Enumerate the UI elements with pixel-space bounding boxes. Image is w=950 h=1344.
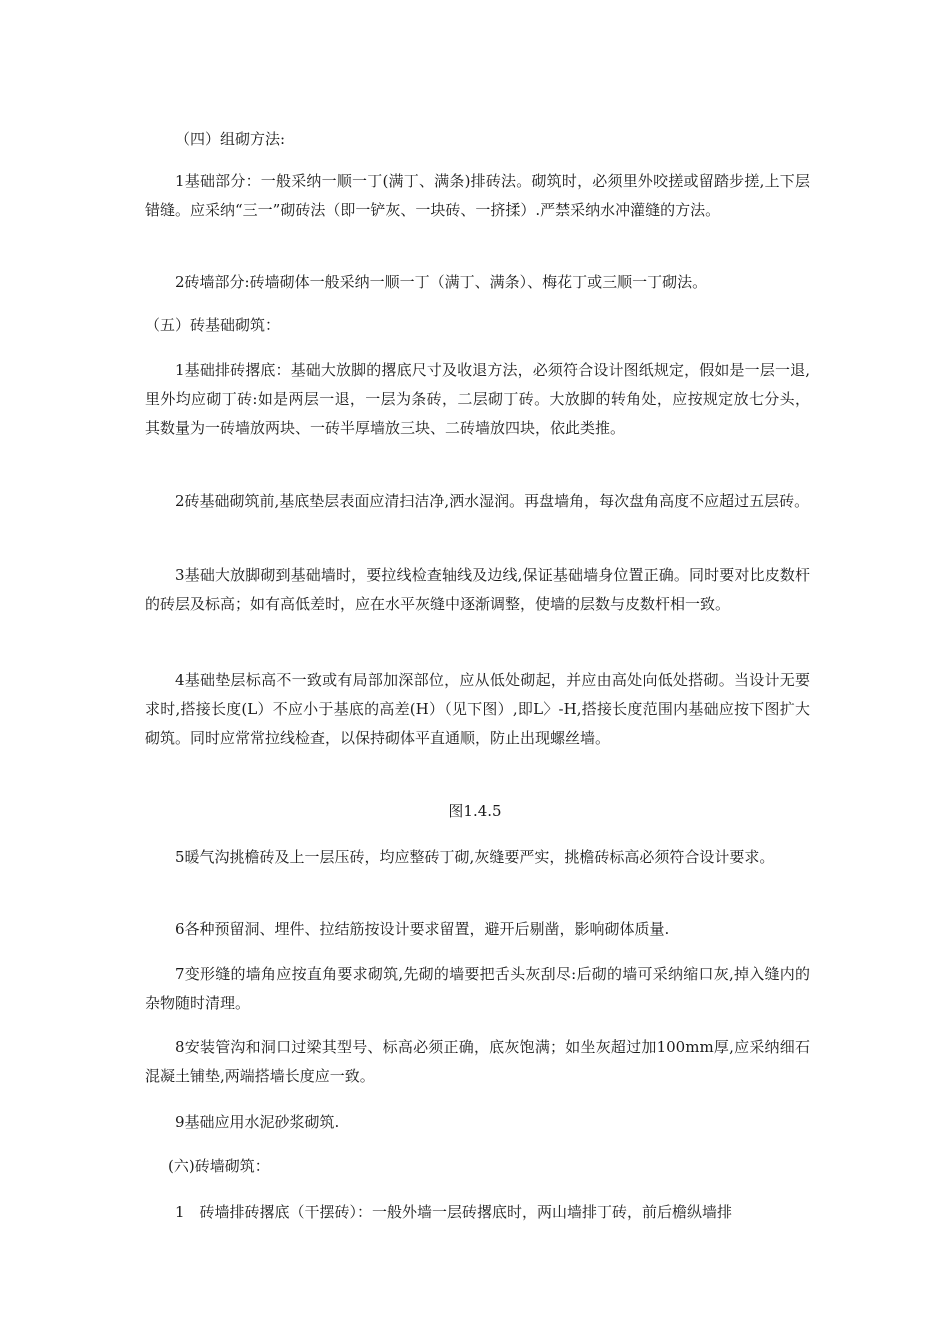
figure-caption: 图1.4.5 <box>448 802 502 820</box>
section-5-paragraph-4: 4基础垫层标高不一致或有局部加深部位，应从低处砌起，并应由高处向低处搭砌。当设计无要求时,搭接长度(L）不应小于基底的高差(H）（见下图）,即L〉-H,搭接长度范围内基础应按下图扩大砌筑。同时应常常拉线检查，以保持砌体平直通顺，防止出现螺丝墙。 <box>145 671 810 747</box>
section-5-heading: （五）砖基础砌筑： <box>145 316 281 334</box>
section-4-paragraph-2: 2砖墙部分:砖墙砌体一般采纳一顺一丁（满丁、满条）、梅花丁或三顺一丁砌法。 <box>175 273 708 291</box>
section-5-paragraph-5: 5暖气沟挑檐砖及上一层压砖，均应整砖丁砌,灰缝要严实，挑檐砖标高必须符合设计要求。 <box>175 848 775 866</box>
section-5-paragraph-3: 3基础大放脚砌到基础墙时，要拉线检查轴线及边线,保证基础墙身位置正确。同时要对比皮数杆的砖层及标高；如有高低差时，应在水平灰缝中逐渐调整，使墙的层数与皮数杆相一致。 <box>145 566 810 613</box>
section-5-paragraph-6: 6各种预留洞、埋件、拉结筋按设计要求留置，避开后剔凿，影响砌体质量. <box>175 920 670 938</box>
section-5-paragraph-1: 1基础排砖撂底：基础大放脚的撂底尺寸及收退方法，必须符合设计图纸规定，假如是一层一退,里外均应砌丁砖:如是两层一退，一层为条砖，二层砌丁砖。大放脚的转角处，应按规定放七分头，其数量为一砖墙放两块、一砖半厚墙放三块、二砖墙放四块，依此类推。 <box>145 361 810 437</box>
section-4-paragraph-1: 1基础部分：一般采纳一顺一丁(满丁、满条)排砖法。砌筑时，必须里外咬搓或留踏步搓,上下层错缝。应采纳“三一”砌砖法（即一铲灰、一块砖、一挤揉）.严禁采纳水冲灌缝的方法。 <box>145 172 810 219</box>
section-4-heading: （四）组砌方法: <box>175 130 286 148</box>
section-5-paragraph-2: 2砖基础砌筑前,基底垫层表面应清扫洁净,洒水湿润。再盘墙角，每次盘角高度不应超过五层砖。 <box>175 492 810 510</box>
section-5-paragraph-8: 8安装管沟和洞口过梁其型号、标高必须正确，底灰饱满；如坐灰超过加100mm厚,应采纳细石混凝土铺垫,两端搭墙长度应一致。 <box>145 1038 810 1085</box>
section-5-paragraph-7: 7变形缝的墙角应按直角要求砌筑,先砌的墙要把舌头灰刮尽:后砌的墙可采纳缩口灰,掉入缝内的杂物随时清理。 <box>145 965 810 1012</box>
section-6-heading: (六)砖墙砌筑： <box>168 1157 270 1175</box>
section-6-paragraph-1: 1 砖墙排砖撂底（干摆砖）：一般外墙一层砖撂底时，两山墙排丁砖，前后檐纵墙排 <box>175 1203 733 1221</box>
section-5-paragraph-9: 9基础应用水泥砂浆砌筑. <box>175 1113 340 1131</box>
